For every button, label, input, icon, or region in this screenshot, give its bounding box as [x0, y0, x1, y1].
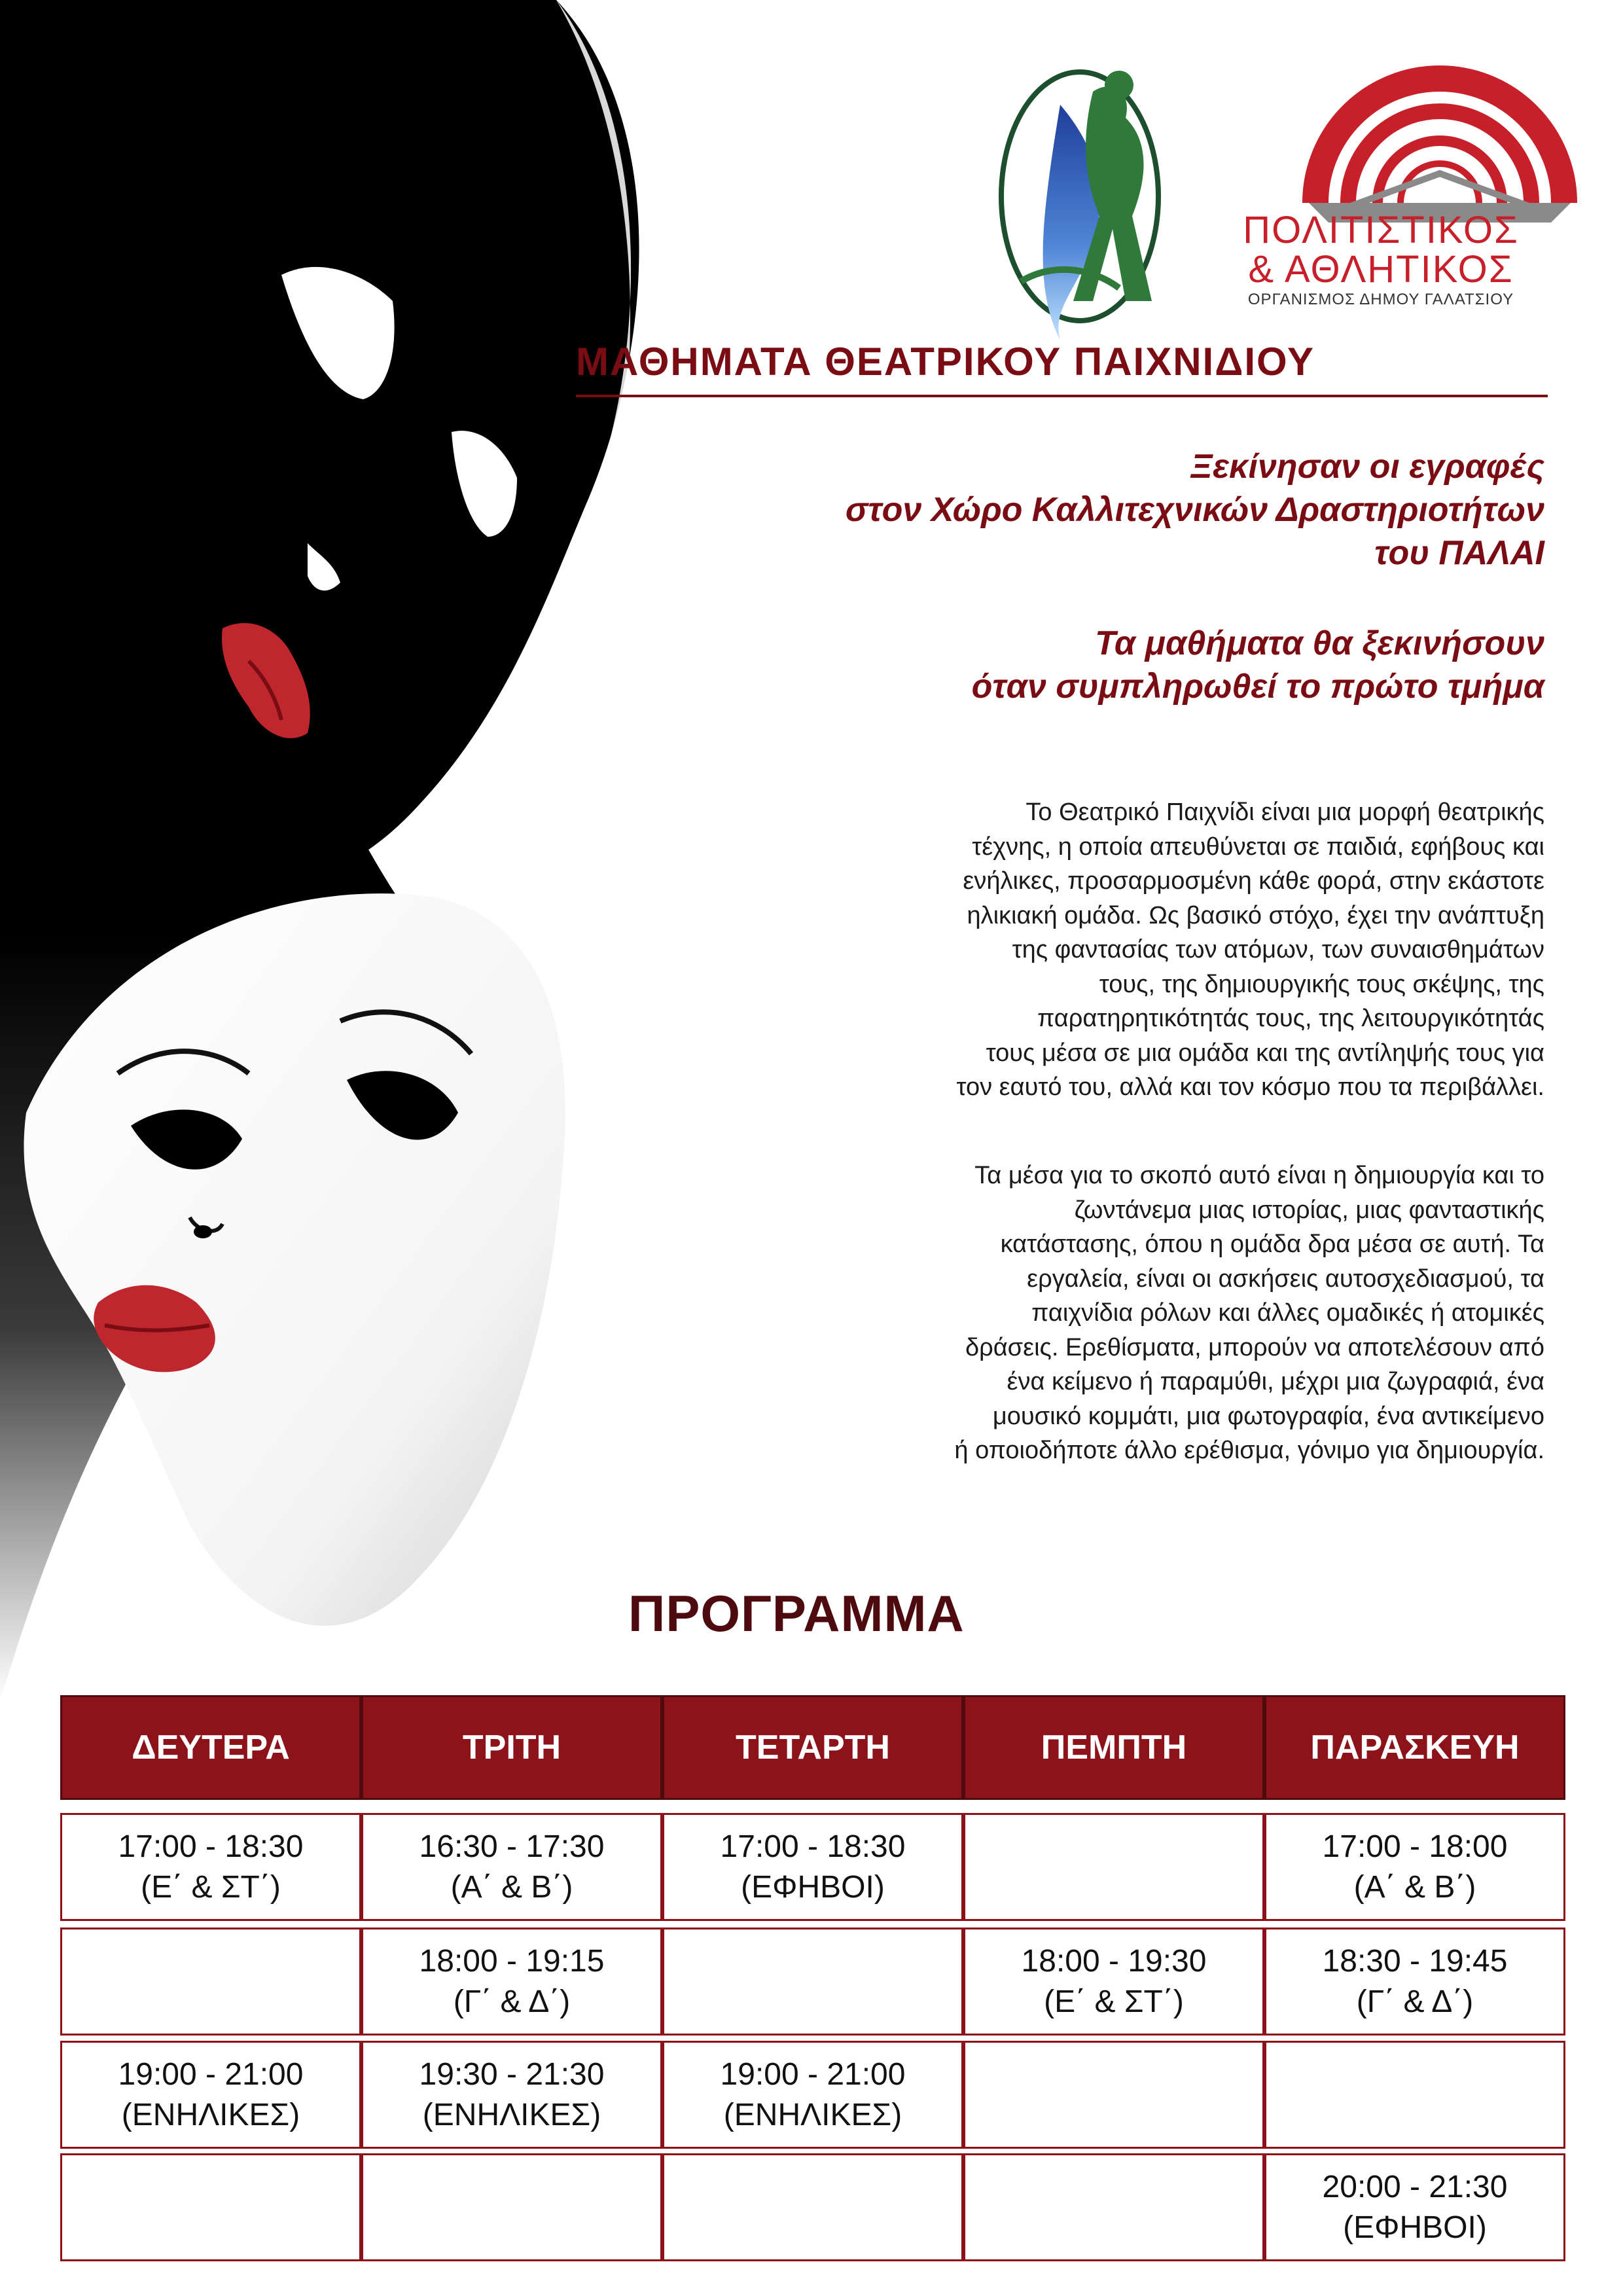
para2-line: παιχνίδια ρόλων και άλλες ομαδικές ή ατομικές	[1031, 1299, 1544, 1327]
schedule-cell	[963, 2041, 1264, 2149]
session-time: 19:00 - 21:00	[720, 2056, 906, 2092]
para2-line: ζωντάνεμα μιας ιστορίας, μιας φανταστικής	[1074, 1196, 1544, 1224]
start-line-2: όταν συμπληρωθεί το πρώτο τμήμα	[971, 668, 1544, 706]
registration-line-1: Ξεκίνησαν οι εγραφές	[1190, 448, 1544, 486]
start-line-1: Τα μαθήματα θα ξεκινήσουν	[1095, 624, 1544, 662]
para2-line: δράσεις. Ερεθίσματα, μπορούν να αποτελέσουν από	[965, 1333, 1544, 1361]
para2-line: μουσικό κομμάτι, μια φωτογραφία, ένα αντικείμενο	[992, 1402, 1544, 1430]
session-group: (ΕΦΗΒΟΙ)	[1343, 2210, 1487, 2245]
day-header: ΠΕΜΠΤΗ	[963, 1695, 1264, 1800]
schedule-cell	[60, 2041, 361, 2149]
title-underline	[576, 395, 1548, 397]
schedule-cell	[1264, 1813, 1565, 1921]
session-time: 16:30 - 17:30	[419, 1829, 605, 1864]
registration-line-2: στον Χώρο Καλλιτεχνικών Δραστηριοτήτων	[845, 491, 1544, 529]
session-group: (Α΄ & Β΄)	[1353, 1869, 1476, 1905]
session-time: 20:00 - 21:30	[1322, 2169, 1508, 2204]
day-header: ΠΑΡΑΣΚΕΥΗ	[1264, 1695, 1565, 1800]
schedule-cell	[60, 1813, 361, 1921]
para1-line: τους μέσα σε μια ομάδα και της αντίληψής τους για	[986, 1039, 1544, 1067]
session-time: 17:00 - 18:00	[1322, 1829, 1508, 1864]
session-group: (Γ΄ & Δ΄)	[1356, 1984, 1474, 2019]
schedule-cell	[1264, 2041, 1565, 2149]
schedule-cell	[662, 1813, 963, 1921]
session-time: 18:30 - 19:45	[1322, 1943, 1508, 1979]
session-group: (Γ΄ & Δ΄)	[453, 1984, 571, 2019]
para2-line: Τα μέσα για το σκοπό αυτό είναι η δημιουργία και το	[974, 1162, 1544, 1189]
session-group: (Ε΄ & ΣΤ΄)	[141, 1869, 281, 1905]
session-time: 19:30 - 21:30	[419, 2056, 605, 2092]
session-group: (ΕΝΗΛΙΚΕΣ)	[121, 2097, 300, 2132]
schedule-table	[60, 1695, 1565, 2265]
white-mask-illustration	[24, 893, 565, 1626]
para2-line: ένα κείμενο ή παραμύθι, μέχρι μια ζωγραφιά, ένα	[1007, 1368, 1544, 1395]
schedule-cell	[1264, 1928, 1565, 2036]
session-time: 18:00 - 19:15	[419, 1943, 605, 1979]
session-group: (Α΄ & Β΄)	[450, 1869, 573, 1905]
para1-line: της φαντασίας των ατόμων, των συναισθημάτων	[1012, 936, 1544, 963]
session-group: (Ε΄ & ΣΤ΄)	[1044, 1984, 1184, 2019]
schedule-cell	[60, 2153, 361, 2261]
session-time: 17:00 - 18:30	[720, 1829, 906, 1864]
para2-line: κατάστασης, όπου η ομάδα δρα μέσα σε αυτή. Τα	[1000, 1230, 1544, 1258]
schedule-cell	[963, 2153, 1264, 2261]
para1-line: ενήλικες, προσαρμοσμένη κάθε φορά, στην εκάστοτε	[963, 867, 1544, 895]
session-group: (ΕΝΗΛΙΚΕΣ)	[422, 2097, 601, 2132]
para1-line: τους, της δημιουργικής τους σκέψης, της	[1099, 970, 1544, 998]
schedule-cell	[60, 1928, 361, 2036]
schedule-cell	[963, 1928, 1264, 2036]
organization-name-line-2: & ΑΘΛΗΤΙΚΟΣ	[1248, 248, 1514, 291]
para1-line: τον εαυτό του, αλλά και τον κόσμο που τα περιβάλλει.	[956, 1073, 1544, 1101]
session-time: 17:00 - 18:30	[118, 1829, 304, 1864]
schedule-cell	[963, 1813, 1264, 1921]
description-paragraph-1	[648, 795, 1544, 1105]
organization-name-line-1: ΠΟΛΙΤΙΣΤΙΚΟΣ	[1243, 209, 1519, 251]
organization-logo	[1309, 79, 1571, 223]
para1-line: παρατηρητικότητάς τους, της λειτουργικότητάς	[1037, 1005, 1544, 1032]
para1-line: Το Θεατρικό Παιχνίδι είναι μια μορφή θεατρικής	[1026, 798, 1544, 826]
poster-title: ΜΑΘΗΜΑΤΑ ΘΕΑΤΡΙΚΟΥ ΠΑΙΧΝΙΔΙΟΥ	[576, 340, 1315, 384]
para1-line: ηλικιακή ομάδα. Ως βασικό στόχο, έχει την ανάπτυξη	[967, 901, 1544, 929]
para1-line: τέχνης, η οποία απευθύνεται σε παιδιά, εφήβους και	[972, 833, 1544, 861]
schedule-cell	[361, 1928, 662, 2036]
description-paragraph-2	[648, 1158, 1544, 1468]
day-header: ΔΕΥΤΕΡΑ	[60, 1695, 361, 1800]
day-header: ΤΡΙΤΗ	[361, 1695, 662, 1800]
registration-announcement	[563, 445, 1544, 575]
schedule-cell	[1264, 2153, 1565, 2261]
start-announcement	[563, 622, 1544, 708]
session-group: (ΕΦΗΒΟΙ)	[741, 1869, 885, 1905]
organization-name-line-3: ΟΡΓΑΝΙΣΜΟΣ ΔΗΜΟΥ ΓΑΛΑΤΣΙΟΥ	[1247, 291, 1514, 308]
registration-line-3: του ΠΑΛΑΙ	[1374, 534, 1544, 572]
para2-line: ή οποιοδήποτε άλλο ερέθισμα, γόνιμο για δημιουργία.	[954, 1437, 1544, 1464]
program-heading: ΠΡΟΓΡΑΜΜΑ	[628, 1585, 965, 1642]
black-mask-illustration	[147, 0, 639, 882]
schedule-cell	[361, 2041, 662, 2149]
schedule-cell	[361, 2153, 662, 2261]
day-header: ΤΕΤΑΡΤΗ	[662, 1695, 963, 1800]
schedule-cell	[662, 1928, 963, 2036]
schedule-cell	[361, 1813, 662, 1921]
session-time: 19:00 - 21:00	[118, 2056, 304, 2092]
session-group: (ΕΝΗΛΙΚΕΣ)	[723, 2097, 902, 2132]
schedule-cell	[662, 2153, 963, 2261]
schedule-cell	[662, 2041, 963, 2149]
municipality-logo	[1001, 71, 1158, 340]
session-time: 18:00 - 19:30	[1021, 1943, 1207, 1979]
para2-line: εργαλεία, είναι οι ασκήσεις αυτοσχεδιασμού, τα	[1027, 1265, 1544, 1293]
